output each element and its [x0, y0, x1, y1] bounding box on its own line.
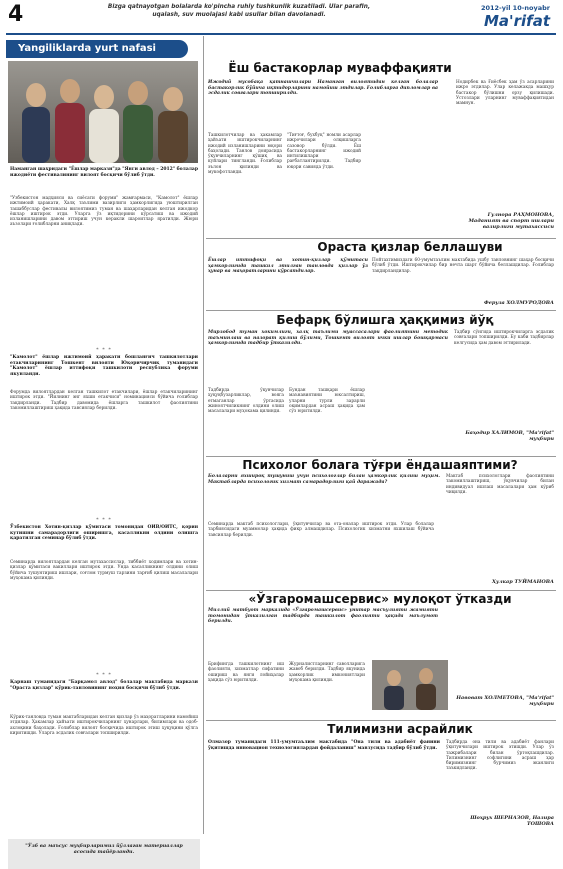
article-uzbekmusic-col2: Журналистларнинг саволларига жавоб берилди. Тадбир якунида ҳамкорлик имкониятлари муҳокама қилинди.: [289, 662, 365, 683]
article-psych-lead: Болаларни яхшироқ тушуниш учун психологлар билан ҳамкорлик қилиш муҳим. Мактабларда психологик хизмат самарадорлиги қай даражада?: [208, 474, 440, 485]
article-psych-col1: Семинарда мактаб психологлари, ўқитувчилар ва ота-оналар иштирок этди. Улар болалар тарбиясидаги муаммолар ҳақида фикр алмашдилар. Психологик хизматни яхшилаш бўйича тавсиялар берилди.: [208, 522, 434, 538]
article-indifferent-col1: Тадбирда ўқувчилар ҳуқуқбузарликлар, вояга етмаганлар ўртасида жиноятчиликнинг олдини олиш масалалари муҳокама қилинди.: [208, 388, 284, 415]
group-photo-image: [8, 61, 198, 163]
article-girls-body: Пойтахтимиздаги 60-умумтаълим мактабида ушбу танловнинг шаҳар босқичи бўлиб ўтди. Иштирокчилар бир нечта шарт бўйича беллашдилар. Ғолиблар тақдирландилар.: [372, 258, 554, 274]
article-uzbekmusic-col1: Брифингда ташкилотнинг иш фаолияти, хизматлар сифатини ошириш ва янги лойиҳалар ҳақида сўз юритилди.: [208, 662, 284, 683]
press-briefing-image: [372, 660, 448, 710]
separator-stars: * * *: [96, 672, 112, 678]
article-uzbekmusic-col3: [454, 608, 554, 688]
article-indifferent-col3: Тадбир сўнгида иштирокчиларга эсдалик совғалари топширилди. Бу каби тадбирлар келгусида ҳам давом эттирилади.: [454, 330, 554, 346]
page-number: 4: [8, 2, 24, 27]
article-girls-signature: Феруза ХОЛМУРОДОВА: [483, 300, 554, 306]
sidebar-item-2-body: Форумда вилоятлардан келган ташкилот етакчилари, ёшлар етакчиларининг иштирок этди. "Йилнинг энг яхши етакчиси" номинацияси бўйича ғолиблар тақдирланди. Тадбир давомида ёшларга ташкилот фаолиятини такомиллаштириш ҳақида тавсиялар берилди.: [10, 390, 198, 411]
article-psych-signature: Ҳулкар ТУЙМАНОВА: [492, 579, 554, 585]
masthead-title: Ma'rifat: [484, 12, 550, 30]
sidebar-photo: [8, 61, 198, 163]
article-psych-title: Психолог болага тўғри ёндашаяптими?: [242, 458, 518, 472]
article-language-lead: Олмазор туманидаги 111-умумтаълим мактабида "Она тили ва адабиёт фанини ўқитишда инновацион технологиялардан фойдаланиш" мавзусида тадбир бўлиб ўтди.: [208, 740, 440, 751]
sidebar-title: Yangiliklarda yurt nafasi: [18, 43, 156, 54]
article-divider: [206, 720, 556, 721]
article-girls-lead: Ёшлар иттифоқи ва хотин-қизлар қўмитаси ҳамкорлигида ташкил этилган танловда қизлар ўз ҳунар ва маҳоратларини кўрсатдилар.: [208, 258, 368, 275]
sidebar-item-1-body: "Узбекистон мадҳияси ва сиёсати форуми" жамғармаси, "Камолот" ёшлар ижтимоий ҳаракати, Халқ таълими вазирлиги ҳамкорлигида уюштирилган ташаббуслар фестивалы вилоятимиз туман ва шаҳарларидан келган ижодкор ёшлар иштирок этди. Уларга ўз иқтидорини кўрсатиш ва ижодий изланишларини давом эттириш учун керакли шароитлар яратилди. Жюри аъзолари ғолибларни аниқлади.: [10, 196, 198, 228]
sidebar: [6, 37, 202, 855]
article-composers-signature: Гулнора РАҲМОНОВА, Маданият ва спорт ишлари вазирлиги мутахассиси: [468, 212, 554, 230]
sidebar-item-4-body: Кўрик-танловда туман мактабларидан келган қизлар ўз маҳоратларини намойиш этдилар. Ҳакамлар ҳайъати иштирокчиларнинг ҳунарлари, билимлари ва одоб-ахлоқини баҳолади. Ғолиблар вилоят босқичида иштирок этиш ҳуқуқини қўлга киритишди. Уларга эсдалик совғалари топширилди.: [10, 715, 198, 736]
article-language-body: Тадбирда она тили ва адабиёт фанлари ўқитувчилари иштирок этишди. Улар ўз тажрибалари билан ўртоқлашдилар. Тилимизнинг софлигини асраш ҳар биримизнинг бурчимиз эканлиги таъкидланди.: [446, 740, 554, 772]
article-indifferent-lead: Мирзобод туман хокимлиги, халқ таълими муассасалари фаолиятини методик таъминлаш ва назорат қилиш бўлими, Тошкент вилоят ички ишлар бошқармаси ҳамкорлигида тадбир ўтказилди.: [208, 330, 448, 347]
article-composers-col2: "Тиғтоғ, бухбуқ" номли асарлар ижрочилари олқишларга сазовор бўлди. Ёш бастакорларнинг ижодий интилишлари рағбатлантирилди. Тадбир юқори савияда ўтди.: [287, 133, 361, 170]
article-divider: [206, 310, 556, 311]
article-divider: [206, 590, 556, 591]
column-divider: [203, 36, 204, 834]
masthead-slogan: Bizga qatnayotgan bolalarda ko'pincha ruhiy tushkunlik kuzatiladi. Ular parafin, uqalash, suv muolajasi kabi usullar bilan davolanadi.: [107, 4, 371, 18]
article-language-signature: Шоҳрух ШЕРНАЗОВ, Назира ТОШОВА: [470, 815, 554, 827]
article-divider: [206, 456, 556, 457]
article-uzbekmusic-title: «Ўзгаромашсервис» мулоқот ўтказди: [248, 592, 512, 606]
article-composers-title: Ёш бастакорлар муваффақияти: [228, 61, 452, 75]
sidebar-item-4-head: Қарнаш туманидаги "Барқамол авлод" болалар мактабида маркази "Ораста қизлар" кўрик-танловининг ноҳия босқичи бўлиб ўтди.: [10, 680, 198, 691]
article-girls-title: Ораста қизлар беллашуви: [317, 240, 503, 254]
article-uzbekmusic-lead: Миллий матбуот марказида «Ўзгаромашсервис» унитар масъулияти жамияти томонидан ўтказилган тадбирда ташкилот фаолияти ҳақида маълумот берилди.: [208, 608, 438, 625]
article-indifferent-title: Бефарқ бўлишга ҳаққимиз йўқ: [276, 313, 494, 327]
article-uzbekmusic-signature: Навоват ХОЛМЕТОВА, "Ma'rifat" муҳбири: [456, 695, 554, 707]
masthead-rule: [6, 33, 556, 35]
separator-stars: * * *: [96, 517, 112, 523]
article-psych-col2: Мактаб психологлари фаолиятини такомиллаштириш, ўқувчилар билан индивидуал ишлаш масалалари ҳам кўриб чиқилди.: [446, 474, 554, 495]
article-composers-col3: Нодирбек ва Ғиёсбек ҳам ўз асарларини ижро этдилар. Улар келажакда машҳур бастакор бўлишни орзу қилишади. Устозлари уларнинг муваффақиятидан мамнун.: [456, 80, 554, 107]
issue-date: 2012-yil 10-noyabr: [480, 4, 550, 12]
article-composers-lead: Ижодий мусобақа қатнашчилари Наманган вилоятидан келган болалар бастакорлик бўйича иқтидорларини намойиш этдилар. Ғолибларга дипломлар ва эсдалик совғалари топширилди.: [208, 80, 438, 97]
sidebar-item-2-head: "Камолот" ёшлар ижтимоий ҳаракати бошланғич ташкилотлари етакчиларининг Тошкент вилояти Юқоричирчиқ туманидаги "Камолот" ёшлар иттифоқи ташкилоти республика форуми якунланди.: [10, 355, 198, 377]
sidebar-credit: "Ўзб ва маъсус муҳбирларимиз йўллаган материаллар асосида тайёрланди.: [25, 843, 183, 855]
sidebar-item-3-body: Семинарда вилоятлардан келган мутахассислар, тиббиёт ходимлари ва хотин-қизлар қўмитаси вакиллари иштирок этди. Унда касалликнинг олдини олиш бўйича тушунтириш ишлари, соғлом турмуш тарзини тарғиб қилиш масалалари муҳокама қилинди.: [10, 560, 198, 581]
article-uzbekmusic-photo: [372, 660, 448, 710]
article-language-title: Тилимизни асрайлик: [327, 722, 473, 736]
article-indifferent-col2: Бундан ташқари ёшлар маънавиятини юксалтириш, уларни турли зарарли оқимлардан асраш ҳақида ҳам сўз юритилди.: [289, 388, 365, 415]
article-composers-col1: Ташкилотчилар ва ҳакамлар ҳайъати иштирокчиларнинг ижодий изланишларини юқори баҳолади. Танлов доирасида ўқувчиларнинг қўшиқ ва куйлари тингланди. Ғолиблар эълон қилинди ва мукофотланди.: [208, 133, 282, 176]
article-divider: [206, 238, 556, 239]
sidebar-item-1-head: Наманган шаҳридаги "Ёшлар маркази"да "Янги авлод – 2012" болалар ижодиёти фестивалининг вилоят босқичи бўлиб ўтди.: [10, 167, 198, 178]
article-indifferent-signature: Баҳодир ХАЛИМОВ, "Ma'rifat" муҳбири: [465, 430, 554, 442]
separator-stars: * * *: [96, 347, 112, 353]
sidebar-item-3-head: Ўзбекистон Хотин-қизлар қўмитаси томонидан ОИВ/ОИТС, қорин кутишни самарадорлиги оширишга, касалликни олдини олишга қаратилган семинар бўлиб ўтди.: [10, 525, 198, 541]
